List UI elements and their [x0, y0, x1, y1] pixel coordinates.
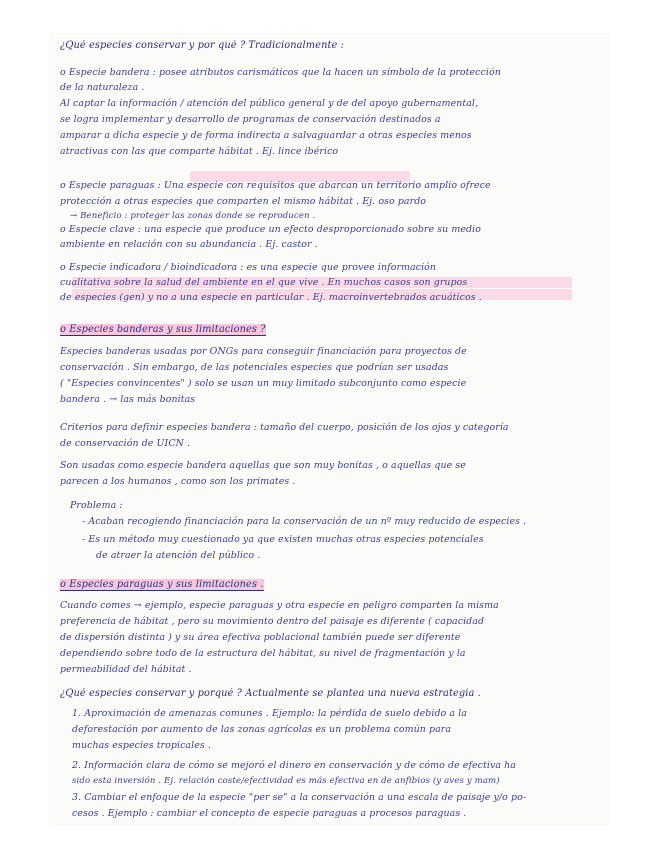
note-line: sido esta inversión . Ej. relación coste/efectividad es más efectiva en de anfibios (y aves y mam) [72, 776, 500, 786]
note-line: 2. Información clara de cómo se mejoró el dinero en conservación y de cómo de efectiva ha [72, 760, 516, 771]
note-line: 3. Cambiar el enfoque de la especie "per se" a la conservación a una escala de paisaje y/o po- [72, 792, 527, 803]
note-line: ambiente en relación con su abundancia . Ej. castor . [60, 239, 318, 250]
note-line: de la naturaleza . [60, 82, 145, 93]
note-line: de conservación de UICN . [60, 438, 191, 449]
note-line: cesos . Ejemplo : cambiar el concepto de especie paraguas a procesos paraguas . [72, 808, 467, 819]
note-line: muchas especies tropicales . [72, 740, 211, 751]
note-line: de dispersión distinta ) y su área efectiva poblacional también puede ser diferente [60, 632, 461, 643]
note-line: Criterios para definir especies bandera : tamaño del cuerpo, posición de los ojos y categoría [60, 422, 509, 433]
note-line: amparar a dicha especie y de forma indirecta a salvaguardar a otras especies menos [60, 130, 472, 141]
heading-nueva-estrategia: ¿Qué especies conservar y porqué ? Actualmente se plantea una nueva estrategia . [60, 688, 481, 699]
note-line: o Especie indicadora / bioindicadora : es una especie que provee información [60, 262, 437, 273]
note-line: conservación . Sin embargo, de las potenciales especies que podrían ser usadas [60, 362, 449, 373]
heading-text: o Especies paraguas y sus limitaciones . [60, 579, 264, 590]
note-line: Al captar la información / atención del público general y de del apoyo gubernamental, [60, 98, 479, 109]
note-line: protección a otras especies que comparten el mismo hábitat . Ej. oso pardo [60, 196, 427, 207]
heading-especies-banderas [60, 324, 600, 336]
note-line: se logra implementar y desarrollo de programas de conservación destinados a [60, 114, 441, 125]
note-line: cualitativa sobre la salud del ambiente en el que vive . En muchos casos son grupos [60, 277, 468, 288]
note-line: o Especie paraguas : Una especie con requisitos que abarcan un territorio amplio ofrece [60, 180, 491, 191]
note-line: → Beneficio : proteger las zonas donde se reproducen . [70, 211, 316, 221]
heading-que-especies-conservar: ¿Qué especies conservar y por qué ? Tradicionalmente : [60, 40, 345, 51]
note-line: deforestación por aumento de las zonas agrícolas es un problema común para [72, 724, 452, 735]
note-line: atractivas con las que comparte hábitat . Ej. lince ibérico [60, 146, 339, 157]
note-line: o Especie clave : una especie que produce un efecto desproporcionado sobre su medio [60, 224, 481, 235]
note-line: ( "Especies convincentes" ) solo se usan un muy limitado subconjunto como especie [60, 378, 467, 389]
heading-text: o Especies banderas y sus limitaciones ? [60, 324, 266, 335]
note-line: o Especie bandera : posee atributos carismáticos que la hacen un símbolo de la protección [60, 67, 501, 78]
note-line: 1. Aproximación de amenazas comunes . Ejemplo: la pérdida de suelo debido a la [72, 708, 467, 719]
note-line: Son usadas como especie bandera aquellas que son muy bonitas , o aquellas que se [60, 460, 466, 471]
note-line: - Es un método muy cuestionado ya que existen muchas otras especies potenciales [82, 534, 484, 545]
note-line: Problema : [70, 500, 123, 511]
note-line: dependiendo sobre todo de la estructura del hábitat, su nivel de fragmentación y la [60, 648, 466, 659]
note-line: bandera . → las más bonitas [60, 394, 196, 405]
note-line: - Acaban recogiendo financiación para la conservación de un nº muy reducido de especies . [82, 516, 527, 527]
note-line: parecen a los humanos , como son los primates . [60, 476, 296, 487]
note-line: Cuando comes → ejemplo, especie paraguas y otra especie en peligro comparten la misma [60, 600, 499, 611]
heading-especies-paraguas [60, 579, 600, 591]
note-line: preferencia de hábitat , pero su movimiento dentro del paisaje es diferente ( capacidad [60, 616, 485, 627]
note-line: Especies banderas usadas por ONGs para conseguir financiación para proyectos de [60, 346, 467, 357]
note-line: permeabilidad del hábitat . [60, 664, 192, 675]
note-line: de atraer la atención del público . [96, 550, 261, 561]
note-line: de especies (gen) y no a una especie en particular . Ej. macroinvertebrados acuáticos . [60, 292, 482, 303]
